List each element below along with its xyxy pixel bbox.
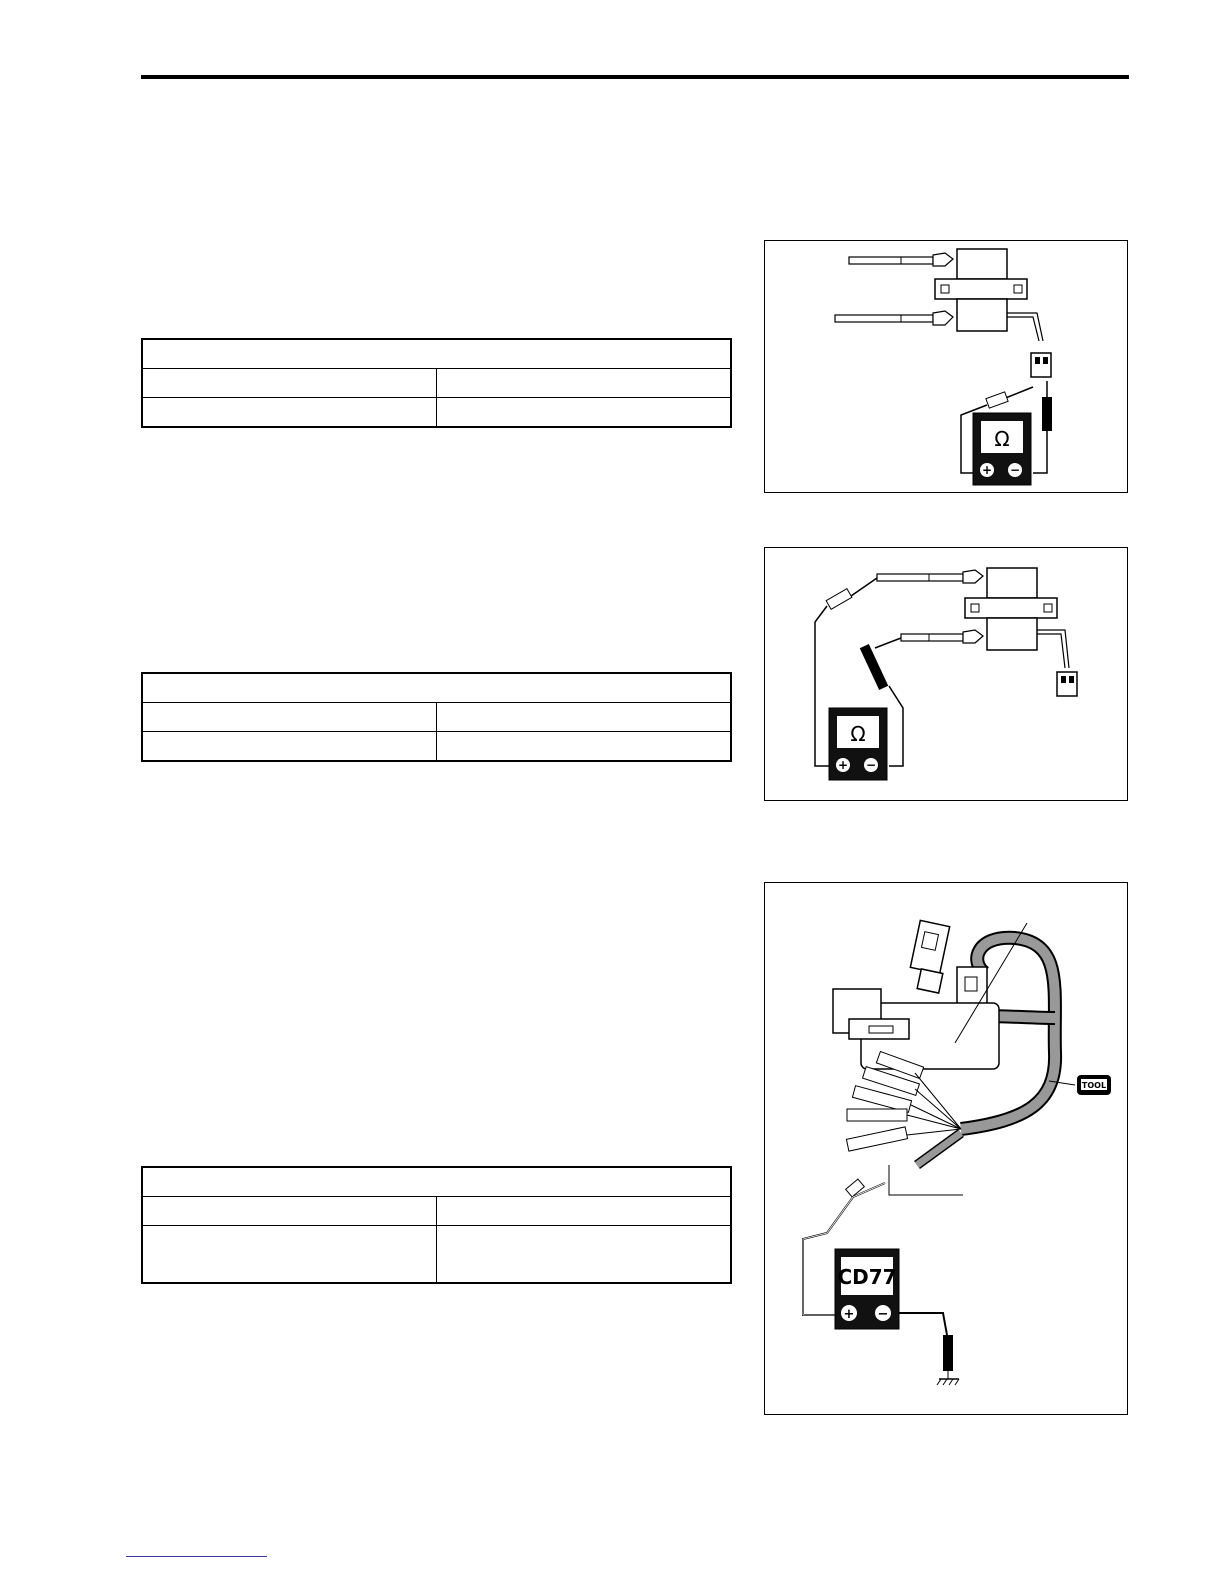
table-cell — [437, 1226, 732, 1284]
coil-connector — [1057, 672, 1077, 696]
high-tension-lead-top — [849, 253, 953, 266]
spec-table-peak-voltage — [141, 1166, 732, 1284]
plus-terminal-icon: + — [837, 758, 849, 772]
spec-table-primary-resistance — [141, 338, 732, 428]
table-cell — [142, 369, 437, 398]
table-cell — [142, 703, 437, 732]
minus-terminal-icon: − — [865, 758, 877, 772]
figure-primary-coil-test — [764, 240, 1128, 493]
harness-connector-lower — [957, 967, 987, 1007]
meter-model-label: CD77 — [837, 1265, 897, 1289]
high-tension-lead-bottom — [835, 311, 953, 325]
multimeter — [829, 708, 887, 780]
table-header — [142, 339, 731, 369]
table-cell — [437, 369, 732, 398]
table-cell — [437, 732, 732, 762]
tool-badge-label: TOOL — [1081, 1081, 1107, 1090]
footer-link-underline[interactable] — [126, 1556, 267, 1557]
tool-badge-icon — [1077, 1075, 1111, 1095]
figure-peak-voltage-test — [764, 882, 1128, 1415]
minus-terminal-icon: − — [1009, 463, 1021, 477]
table-cell — [437, 398, 732, 428]
high-tension-lead-bottom — [901, 630, 983, 643]
ground-symbol-icon — [937, 1379, 959, 1385]
ohm-symbol: Ω — [994, 427, 1010, 451]
peak-voltage-meter — [835, 1249, 899, 1329]
table-cell — [437, 1197, 732, 1226]
table-cell — [142, 398, 437, 428]
table-header — [142, 1167, 731, 1197]
table-cell — [142, 1226, 437, 1284]
multimeter — [973, 413, 1031, 485]
minus-terminal-icon: − — [877, 1307, 889, 1322]
tester-probe-negative — [1033, 381, 1052, 473]
table-cell — [437, 703, 732, 732]
high-tension-lead-top — [877, 570, 983, 583]
harness-connector-upper — [910, 920, 949, 993]
plus-terminal-icon: + — [843, 1307, 855, 1322]
table-cell — [142, 732, 437, 762]
figure-secondary-coil-test — [764, 547, 1128, 801]
table-header — [142, 673, 731, 703]
leader-line-probe — [889, 1165, 963, 1195]
ohm-symbol: Ω — [850, 722, 866, 746]
spec-table-secondary-resistance — [141, 672, 732, 762]
page-header-rule — [141, 75, 1129, 79]
coil-connector — [1031, 353, 1051, 377]
ground-probe — [899, 1313, 953, 1379]
table-cell — [142, 1197, 437, 1226]
plus-terminal-icon: + — [981, 463, 993, 477]
